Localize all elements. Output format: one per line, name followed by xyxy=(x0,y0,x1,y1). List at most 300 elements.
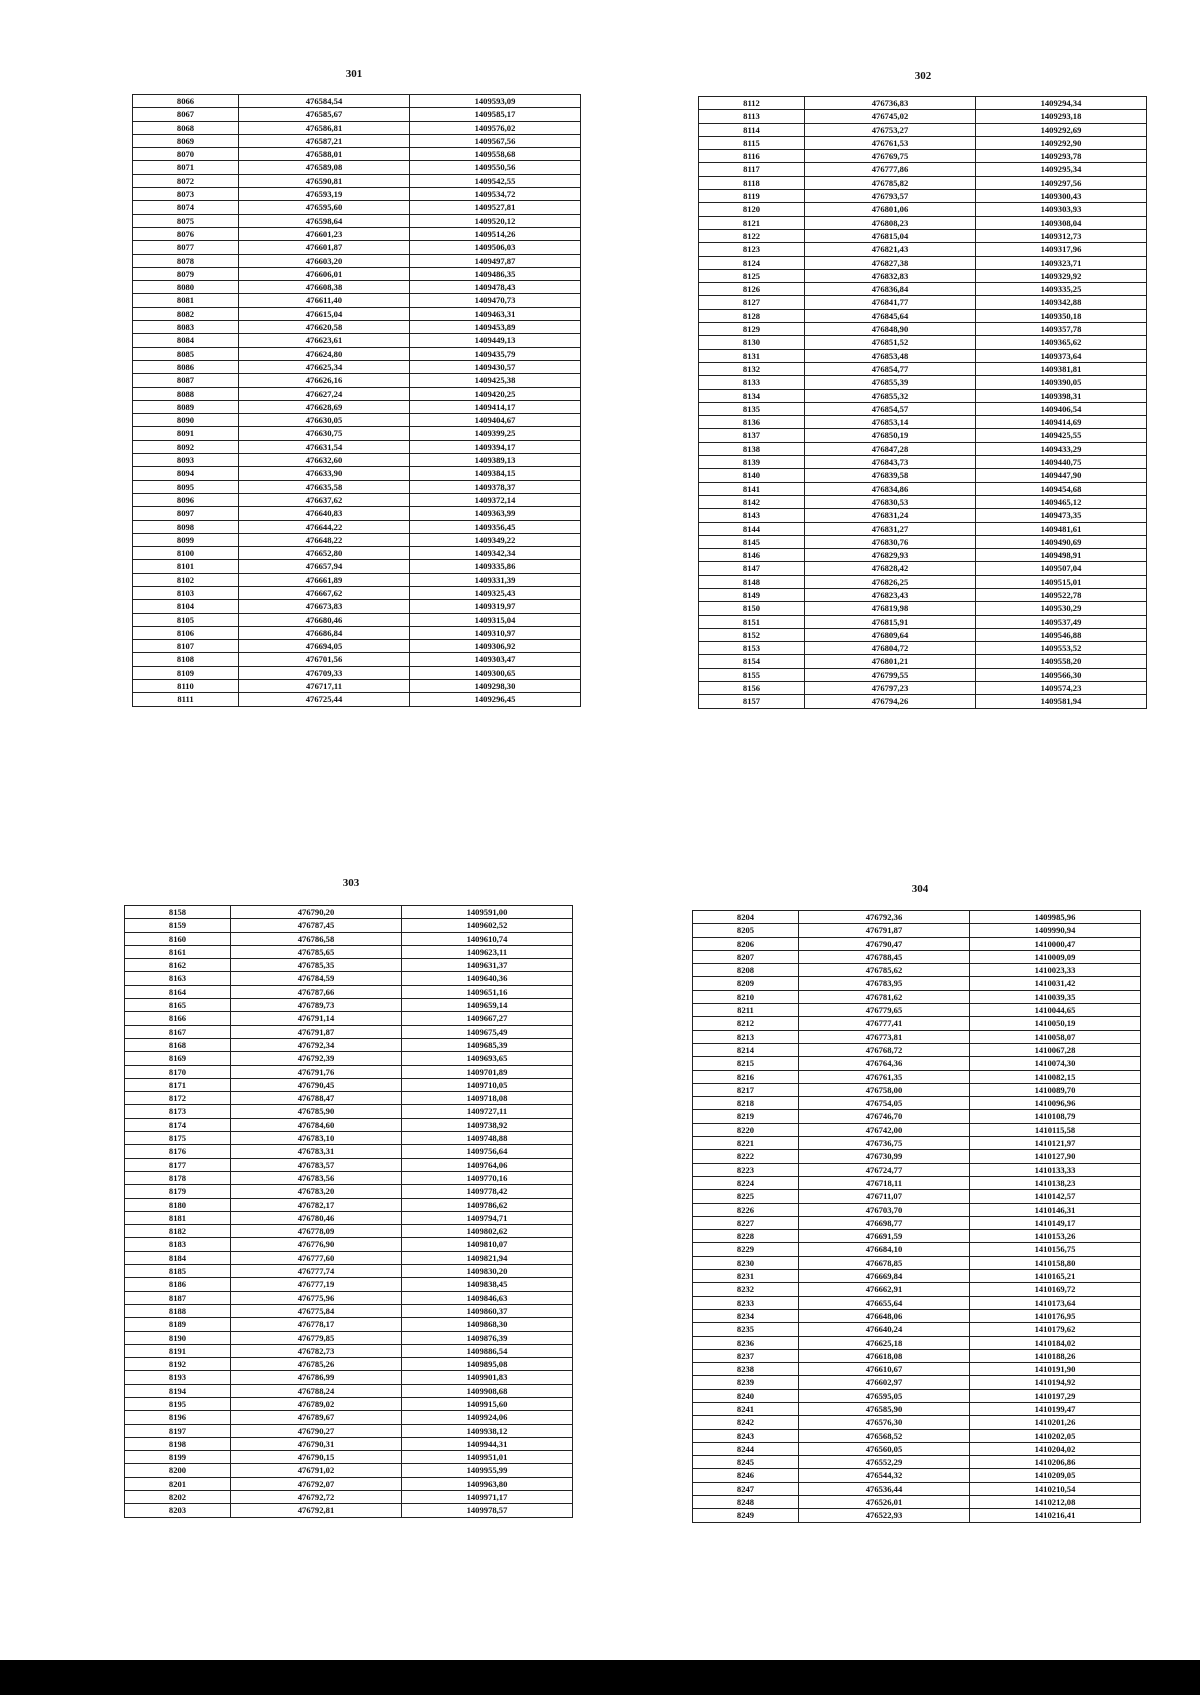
table-row xyxy=(125,1251,573,1264)
x-coordinate-cell: 476632,60 xyxy=(239,454,410,467)
y-coordinate-cell: 1409631,37 xyxy=(402,959,573,972)
x-coordinate-cell: 476544,32 xyxy=(799,1469,970,1482)
table-row xyxy=(699,229,1147,242)
y-coordinate-cell: 1410082,15 xyxy=(970,1070,1141,1083)
x-coordinate-cell: 476640,24 xyxy=(799,1323,970,1336)
page-number-302: 302 xyxy=(914,70,932,82)
y-coordinate-cell: 1409537,49 xyxy=(976,615,1147,628)
table-row xyxy=(693,990,1141,1003)
point-number-cell: 8142 xyxy=(699,495,805,508)
point-number-cell: 8229 xyxy=(693,1243,799,1256)
point-number-cell: 8163 xyxy=(125,972,231,985)
x-coordinate-cell: 476850,19 xyxy=(805,429,976,442)
coordinate-table-303 xyxy=(124,905,573,1518)
y-coordinate-cell: 1410173,64 xyxy=(970,1296,1141,1309)
x-coordinate-cell: 476823,43 xyxy=(805,588,976,601)
x-coordinate-cell: 476779,65 xyxy=(799,1004,970,1017)
point-number-cell: 8165 xyxy=(125,999,231,1012)
table-row xyxy=(125,919,573,932)
point-number-cell: 8129 xyxy=(699,323,805,336)
table-row xyxy=(125,1225,573,1238)
y-coordinate-cell: 1409365,62 xyxy=(976,336,1147,349)
table-row xyxy=(699,336,1147,349)
y-coordinate-cell: 1409558,68 xyxy=(410,148,581,161)
table-row xyxy=(133,281,581,294)
y-coordinate-cell: 1410074,30 xyxy=(970,1057,1141,1070)
table-row xyxy=(133,613,581,626)
table-row xyxy=(699,256,1147,269)
table-row xyxy=(125,1052,573,1065)
x-coordinate-cell: 476808,23 xyxy=(805,216,976,229)
x-coordinate-cell: 476786,58 xyxy=(231,932,402,945)
table-row xyxy=(125,1424,573,1437)
x-coordinate-cell: 476745,02 xyxy=(805,110,976,123)
y-coordinate-cell: 1409293,78 xyxy=(976,150,1147,163)
page-number-303: 303 xyxy=(342,877,360,889)
table-row xyxy=(693,1309,1141,1322)
x-coordinate-cell: 476684,10 xyxy=(799,1243,970,1256)
point-number-cell: 8212 xyxy=(693,1017,799,1030)
table-row xyxy=(699,203,1147,216)
y-coordinate-cell: 1409292,90 xyxy=(976,136,1147,149)
point-number-cell: 8210 xyxy=(693,990,799,1003)
x-coordinate-cell: 476678,85 xyxy=(799,1256,970,1269)
point-number-cell: 8086 xyxy=(133,360,239,373)
y-coordinate-cell: 1409425,38 xyxy=(410,374,581,387)
x-coordinate-cell: 476855,39 xyxy=(805,376,976,389)
point-number-cell: 8241 xyxy=(693,1402,799,1415)
point-number-cell: 8093 xyxy=(133,454,239,467)
point-number-cell: 8200 xyxy=(125,1464,231,1477)
x-coordinate-cell: 476625,34 xyxy=(239,360,410,373)
x-coordinate-cell: 476718,11 xyxy=(799,1176,970,1189)
point-number-cell: 8083 xyxy=(133,321,239,334)
x-coordinate-cell: 476839,58 xyxy=(805,469,976,482)
y-coordinate-cell: 1409294,34 xyxy=(976,97,1147,110)
point-number-cell: 8225 xyxy=(693,1190,799,1203)
table-row xyxy=(693,1057,1141,1070)
x-coordinate-cell: 476854,77 xyxy=(805,362,976,375)
y-coordinate-cell: 1409955,99 xyxy=(402,1464,573,1477)
x-coordinate-cell: 476630,75 xyxy=(239,427,410,440)
point-number-cell: 8231 xyxy=(693,1270,799,1283)
x-coordinate-cell: 476815,04 xyxy=(805,229,976,242)
table-row xyxy=(699,323,1147,336)
y-coordinate-cell: 1409915,60 xyxy=(402,1397,573,1410)
y-coordinate-cell: 1410169,72 xyxy=(970,1283,1141,1296)
table-row xyxy=(125,932,573,945)
point-number-cell: 8175 xyxy=(125,1132,231,1145)
coordinate-table-301 xyxy=(132,94,581,707)
y-coordinate-cell: 1409454,68 xyxy=(976,482,1147,495)
y-coordinate-cell: 1409830,20 xyxy=(402,1265,573,1278)
table-row xyxy=(699,615,1147,628)
x-coordinate-cell: 476585,90 xyxy=(799,1402,970,1415)
table-row xyxy=(133,626,581,639)
point-number-cell: 8185 xyxy=(125,1265,231,1278)
table-row xyxy=(133,640,581,653)
table-row xyxy=(699,163,1147,176)
x-coordinate-cell: 476786,99 xyxy=(231,1371,402,1384)
y-coordinate-cell: 1410089,70 xyxy=(970,1083,1141,1096)
point-number-cell: 8159 xyxy=(125,919,231,932)
point-number-cell: 8128 xyxy=(699,309,805,322)
point-number-cell: 8110 xyxy=(133,680,239,693)
y-coordinate-cell: 1409297,56 xyxy=(976,176,1147,189)
table-row xyxy=(125,1105,573,1118)
point-number-cell: 8102 xyxy=(133,573,239,586)
table-row xyxy=(133,560,581,573)
table-row xyxy=(693,1429,1141,1442)
y-coordinate-cell: 1409300,65 xyxy=(410,666,581,679)
y-coordinate-cell: 1409342,88 xyxy=(976,296,1147,309)
table-row xyxy=(699,562,1147,575)
y-coordinate-cell: 1409404,67 xyxy=(410,414,581,427)
table-row xyxy=(133,520,581,533)
y-coordinate-cell: 1409481,61 xyxy=(976,522,1147,535)
point-number-cell: 8139 xyxy=(699,456,805,469)
y-coordinate-cell: 1410039,35 xyxy=(970,990,1141,1003)
table-row xyxy=(133,334,581,347)
table-row xyxy=(133,360,581,373)
x-coordinate-cell: 476854,57 xyxy=(805,402,976,415)
x-coordinate-cell: 476673,83 xyxy=(239,600,410,613)
table-row xyxy=(699,123,1147,136)
point-number-cell: 8103 xyxy=(133,586,239,599)
y-coordinate-cell: 1409591,00 xyxy=(402,906,573,919)
point-number-cell: 8111 xyxy=(133,693,239,706)
point-number-cell: 8071 xyxy=(133,161,239,174)
y-coordinate-cell: 1409381,81 xyxy=(976,362,1147,375)
y-coordinate-cell: 1409550,56 xyxy=(410,161,581,174)
x-coordinate-cell: 476801,21 xyxy=(805,655,976,668)
point-number-cell: 8079 xyxy=(133,267,239,280)
table-row xyxy=(699,416,1147,429)
x-coordinate-cell: 476784,60 xyxy=(231,1118,402,1131)
table-row xyxy=(125,1331,573,1344)
point-number-cell: 8101 xyxy=(133,560,239,573)
table-row xyxy=(125,959,573,972)
point-number-cell: 8177 xyxy=(125,1158,231,1171)
table-row xyxy=(699,522,1147,535)
x-coordinate-cell: 476777,60 xyxy=(231,1251,402,1264)
y-coordinate-cell: 1409399,25 xyxy=(410,427,581,440)
x-coordinate-cell: 476584,54 xyxy=(239,95,410,108)
x-coordinate-cell: 476855,32 xyxy=(805,389,976,402)
point-number-cell: 8117 xyxy=(699,163,805,176)
y-coordinate-cell: 1409414,17 xyxy=(410,400,581,413)
table-row xyxy=(693,1216,1141,1229)
point-number-cell: 8078 xyxy=(133,254,239,267)
table-row xyxy=(693,1376,1141,1389)
y-coordinate-cell: 1409335,25 xyxy=(976,283,1147,296)
table-row xyxy=(699,549,1147,562)
table-row xyxy=(693,950,1141,963)
point-number-cell: 8243 xyxy=(693,1429,799,1442)
point-number-cell: 8217 xyxy=(693,1083,799,1096)
y-coordinate-cell: 1410146,31 xyxy=(970,1203,1141,1216)
y-coordinate-cell: 1409303,47 xyxy=(410,653,581,666)
point-number-cell: 8164 xyxy=(125,985,231,998)
y-coordinate-cell: 1410194,92 xyxy=(970,1376,1141,1389)
table-row xyxy=(693,1389,1141,1402)
x-coordinate-cell: 476783,56 xyxy=(231,1171,402,1184)
point-number-cell: 8218 xyxy=(693,1097,799,1110)
x-coordinate-cell: 476789,02 xyxy=(231,1397,402,1410)
table-row xyxy=(699,442,1147,455)
y-coordinate-cell: 1409325,43 xyxy=(410,586,581,599)
point-number-cell: 8233 xyxy=(693,1296,799,1309)
x-coordinate-cell: 476777,19 xyxy=(231,1278,402,1291)
y-coordinate-cell: 1409465,12 xyxy=(976,495,1147,508)
table-row xyxy=(125,1384,573,1397)
table-row xyxy=(699,682,1147,695)
x-coordinate-cell: 476804,72 xyxy=(805,642,976,655)
point-number-cell: 8119 xyxy=(699,190,805,203)
point-number-cell: 8100 xyxy=(133,547,239,560)
point-number-cell: 8152 xyxy=(699,628,805,641)
table-row xyxy=(693,1083,1141,1096)
table-row xyxy=(699,456,1147,469)
point-number-cell: 8149 xyxy=(699,588,805,601)
table-row xyxy=(125,999,573,1012)
point-number-cell: 8169 xyxy=(125,1052,231,1065)
y-coordinate-cell: 1410009,09 xyxy=(970,950,1141,963)
x-coordinate-cell: 476625,18 xyxy=(799,1336,970,1349)
table-row xyxy=(693,1402,1141,1415)
table-row xyxy=(699,655,1147,668)
table-row xyxy=(693,1509,1141,1522)
x-coordinate-cell: 476644,22 xyxy=(239,520,410,533)
point-number-cell: 8073 xyxy=(133,188,239,201)
point-number-cell: 8131 xyxy=(699,349,805,362)
x-coordinate-cell: 476552,29 xyxy=(799,1456,970,1469)
point-number-cell: 8242 xyxy=(693,1416,799,1429)
y-coordinate-cell: 1409886,54 xyxy=(402,1344,573,1357)
y-coordinate-cell: 1409331,39 xyxy=(410,573,581,586)
y-coordinate-cell: 1409373,64 xyxy=(976,349,1147,362)
x-coordinate-cell: 476725,44 xyxy=(239,693,410,706)
point-number-cell: 8195 xyxy=(125,1397,231,1410)
table-row xyxy=(133,533,581,546)
y-coordinate-cell: 1410209,05 xyxy=(970,1469,1141,1482)
point-number-cell: 8105 xyxy=(133,613,239,626)
x-coordinate-cell: 476848,90 xyxy=(805,323,976,336)
point-number-cell: 8147 xyxy=(699,562,805,575)
point-number-cell: 8092 xyxy=(133,440,239,453)
table-row xyxy=(125,906,573,919)
table-row xyxy=(699,695,1147,708)
point-number-cell: 8153 xyxy=(699,642,805,655)
table-row xyxy=(125,1145,573,1158)
point-number-cell: 8157 xyxy=(699,695,805,708)
y-coordinate-cell: 1410023,33 xyxy=(970,964,1141,977)
x-coordinate-cell: 476832,83 xyxy=(805,269,976,282)
table-row xyxy=(125,1038,573,1051)
y-coordinate-cell: 1409390,05 xyxy=(976,376,1147,389)
y-coordinate-cell: 1409425,55 xyxy=(976,429,1147,442)
point-number-cell: 8133 xyxy=(699,376,805,389)
x-coordinate-cell: 476667,62 xyxy=(239,586,410,599)
y-coordinate-cell: 1409292,69 xyxy=(976,123,1147,136)
x-coordinate-cell: 476778,17 xyxy=(231,1318,402,1331)
point-number-cell: 8150 xyxy=(699,602,805,615)
table-row xyxy=(133,95,581,108)
y-coordinate-cell: 1409659,14 xyxy=(402,999,573,1012)
point-number-cell: 8088 xyxy=(133,387,239,400)
table-row xyxy=(125,1304,573,1317)
table-row xyxy=(125,985,573,998)
table-row xyxy=(693,1416,1141,1429)
x-coordinate-cell: 476775,96 xyxy=(231,1291,402,1304)
table-row xyxy=(693,1097,1141,1110)
point-number-cell: 8220 xyxy=(693,1123,799,1136)
y-coordinate-cell: 1409860,37 xyxy=(402,1304,573,1317)
y-coordinate-cell: 1409786,62 xyxy=(402,1198,573,1211)
x-coordinate-cell: 476827,38 xyxy=(805,256,976,269)
x-coordinate-cell: 476790,31 xyxy=(231,1437,402,1450)
y-coordinate-cell: 1409350,18 xyxy=(976,309,1147,322)
point-number-cell: 8135 xyxy=(699,402,805,415)
point-number-cell: 8171 xyxy=(125,1078,231,1091)
table-row xyxy=(133,374,581,387)
table-row xyxy=(125,1477,573,1490)
point-number-cell: 8178 xyxy=(125,1171,231,1184)
point-number-cell: 8121 xyxy=(699,216,805,229)
point-number-cell: 8179 xyxy=(125,1185,231,1198)
y-coordinate-cell: 1410188,26 xyxy=(970,1349,1141,1362)
point-number-cell: 8234 xyxy=(693,1309,799,1322)
point-number-cell: 8238 xyxy=(693,1363,799,1376)
table-row xyxy=(125,1358,573,1371)
y-coordinate-cell: 1409317,96 xyxy=(976,243,1147,256)
table-row xyxy=(693,1176,1141,1189)
y-coordinate-cell: 1409398,31 xyxy=(976,389,1147,402)
y-coordinate-cell: 1410000,47 xyxy=(970,937,1141,950)
point-number-cell: 8156 xyxy=(699,682,805,695)
point-number-cell: 8239 xyxy=(693,1376,799,1389)
y-coordinate-cell: 1409693,65 xyxy=(402,1052,573,1065)
y-coordinate-cell: 1410202,05 xyxy=(970,1429,1141,1442)
y-coordinate-cell: 1409522,78 xyxy=(976,588,1147,601)
y-coordinate-cell: 1409567,56 xyxy=(410,134,581,147)
y-coordinate-cell: 1410158,80 xyxy=(970,1256,1141,1269)
point-number-cell: 8141 xyxy=(699,482,805,495)
y-coordinate-cell: 1409298,30 xyxy=(410,680,581,693)
table-row xyxy=(699,482,1147,495)
y-coordinate-cell: 1409610,74 xyxy=(402,932,573,945)
y-coordinate-cell: 1409329,92 xyxy=(976,269,1147,282)
table-row xyxy=(693,1270,1141,1283)
table-row xyxy=(699,469,1147,482)
point-number-cell: 8180 xyxy=(125,1198,231,1211)
x-coordinate-cell: 476768,72 xyxy=(799,1043,970,1056)
table-row xyxy=(133,161,581,174)
y-coordinate-cell: 1409319,97 xyxy=(410,600,581,613)
table-row xyxy=(699,389,1147,402)
x-coordinate-cell: 476655,64 xyxy=(799,1296,970,1309)
table-row xyxy=(125,1118,573,1131)
x-coordinate-cell: 476831,27 xyxy=(805,522,976,535)
table-row xyxy=(693,1190,1141,1203)
y-coordinate-cell: 1409558,20 xyxy=(976,655,1147,668)
y-coordinate-cell: 1409951,01 xyxy=(402,1451,573,1464)
table-row xyxy=(693,1442,1141,1455)
y-coordinate-cell: 1409810,07 xyxy=(402,1238,573,1251)
y-coordinate-cell: 1409356,45 xyxy=(410,520,581,533)
table-row xyxy=(693,1336,1141,1349)
point-number-cell: 8173 xyxy=(125,1105,231,1118)
table-row xyxy=(699,309,1147,322)
table-row xyxy=(693,924,1141,937)
point-number-cell: 8249 xyxy=(693,1509,799,1522)
x-coordinate-cell: 476826,25 xyxy=(805,575,976,588)
point-number-cell: 8161 xyxy=(125,945,231,958)
y-coordinate-cell: 1409420,25 xyxy=(410,387,581,400)
y-coordinate-cell: 1409778,42 xyxy=(402,1185,573,1198)
y-coordinate-cell: 1409651,16 xyxy=(402,985,573,998)
x-coordinate-cell: 476834,86 xyxy=(805,482,976,495)
y-coordinate-cell: 1409794,71 xyxy=(402,1211,573,1224)
y-coordinate-cell: 1409838,45 xyxy=(402,1278,573,1291)
table-row xyxy=(693,1150,1141,1163)
y-coordinate-cell: 1409295,34 xyxy=(976,163,1147,176)
x-coordinate-cell: 476769,75 xyxy=(805,150,976,163)
y-coordinate-cell: 1409515,01 xyxy=(976,575,1147,588)
table-row xyxy=(133,547,581,560)
point-number-cell: 8226 xyxy=(693,1203,799,1216)
x-coordinate-cell: 476775,84 xyxy=(231,1304,402,1317)
x-coordinate-cell: 476635,58 xyxy=(239,480,410,493)
x-coordinate-cell: 476601,23 xyxy=(239,227,410,240)
y-coordinate-cell: 1409944,31 xyxy=(402,1437,573,1450)
table-row xyxy=(699,296,1147,309)
point-number-cell: 8216 xyxy=(693,1070,799,1083)
point-number-cell: 8209 xyxy=(693,977,799,990)
y-coordinate-cell: 1410142,57 xyxy=(970,1190,1141,1203)
table-row xyxy=(125,1291,573,1304)
table-row xyxy=(125,1185,573,1198)
y-coordinate-cell: 1410050,19 xyxy=(970,1017,1141,1030)
x-coordinate-cell: 476661,89 xyxy=(239,573,410,586)
x-coordinate-cell: 476853,14 xyxy=(805,416,976,429)
point-number-cell: 8190 xyxy=(125,1331,231,1344)
x-coordinate-cell: 476785,82 xyxy=(805,176,976,189)
y-coordinate-cell: 1409478,43 xyxy=(410,281,581,294)
x-coordinate-cell: 476787,45 xyxy=(231,919,402,932)
y-coordinate-cell: 1409473,35 xyxy=(976,509,1147,522)
point-number-cell: 8094 xyxy=(133,467,239,480)
y-coordinate-cell: 1409623,11 xyxy=(402,945,573,958)
y-coordinate-cell: 1410197,29 xyxy=(970,1389,1141,1402)
point-number-cell: 8211 xyxy=(693,1004,799,1017)
x-coordinate-cell: 476624,80 xyxy=(239,347,410,360)
x-coordinate-cell: 476560,05 xyxy=(799,1442,970,1455)
y-coordinate-cell: 1409507,04 xyxy=(976,562,1147,575)
point-number-cell: 8219 xyxy=(693,1110,799,1123)
table-row xyxy=(699,216,1147,229)
point-number-cell: 8244 xyxy=(693,1442,799,1455)
y-coordinate-cell: 1409756,64 xyxy=(402,1145,573,1158)
x-coordinate-cell: 476601,87 xyxy=(239,241,410,254)
table-row xyxy=(133,666,581,679)
table-row xyxy=(133,321,581,334)
x-coordinate-cell: 476669,84 xyxy=(799,1270,970,1283)
table-row xyxy=(699,535,1147,548)
table-row xyxy=(133,467,581,480)
point-number-cell: 8138 xyxy=(699,442,805,455)
x-coordinate-cell: 476626,16 xyxy=(239,374,410,387)
